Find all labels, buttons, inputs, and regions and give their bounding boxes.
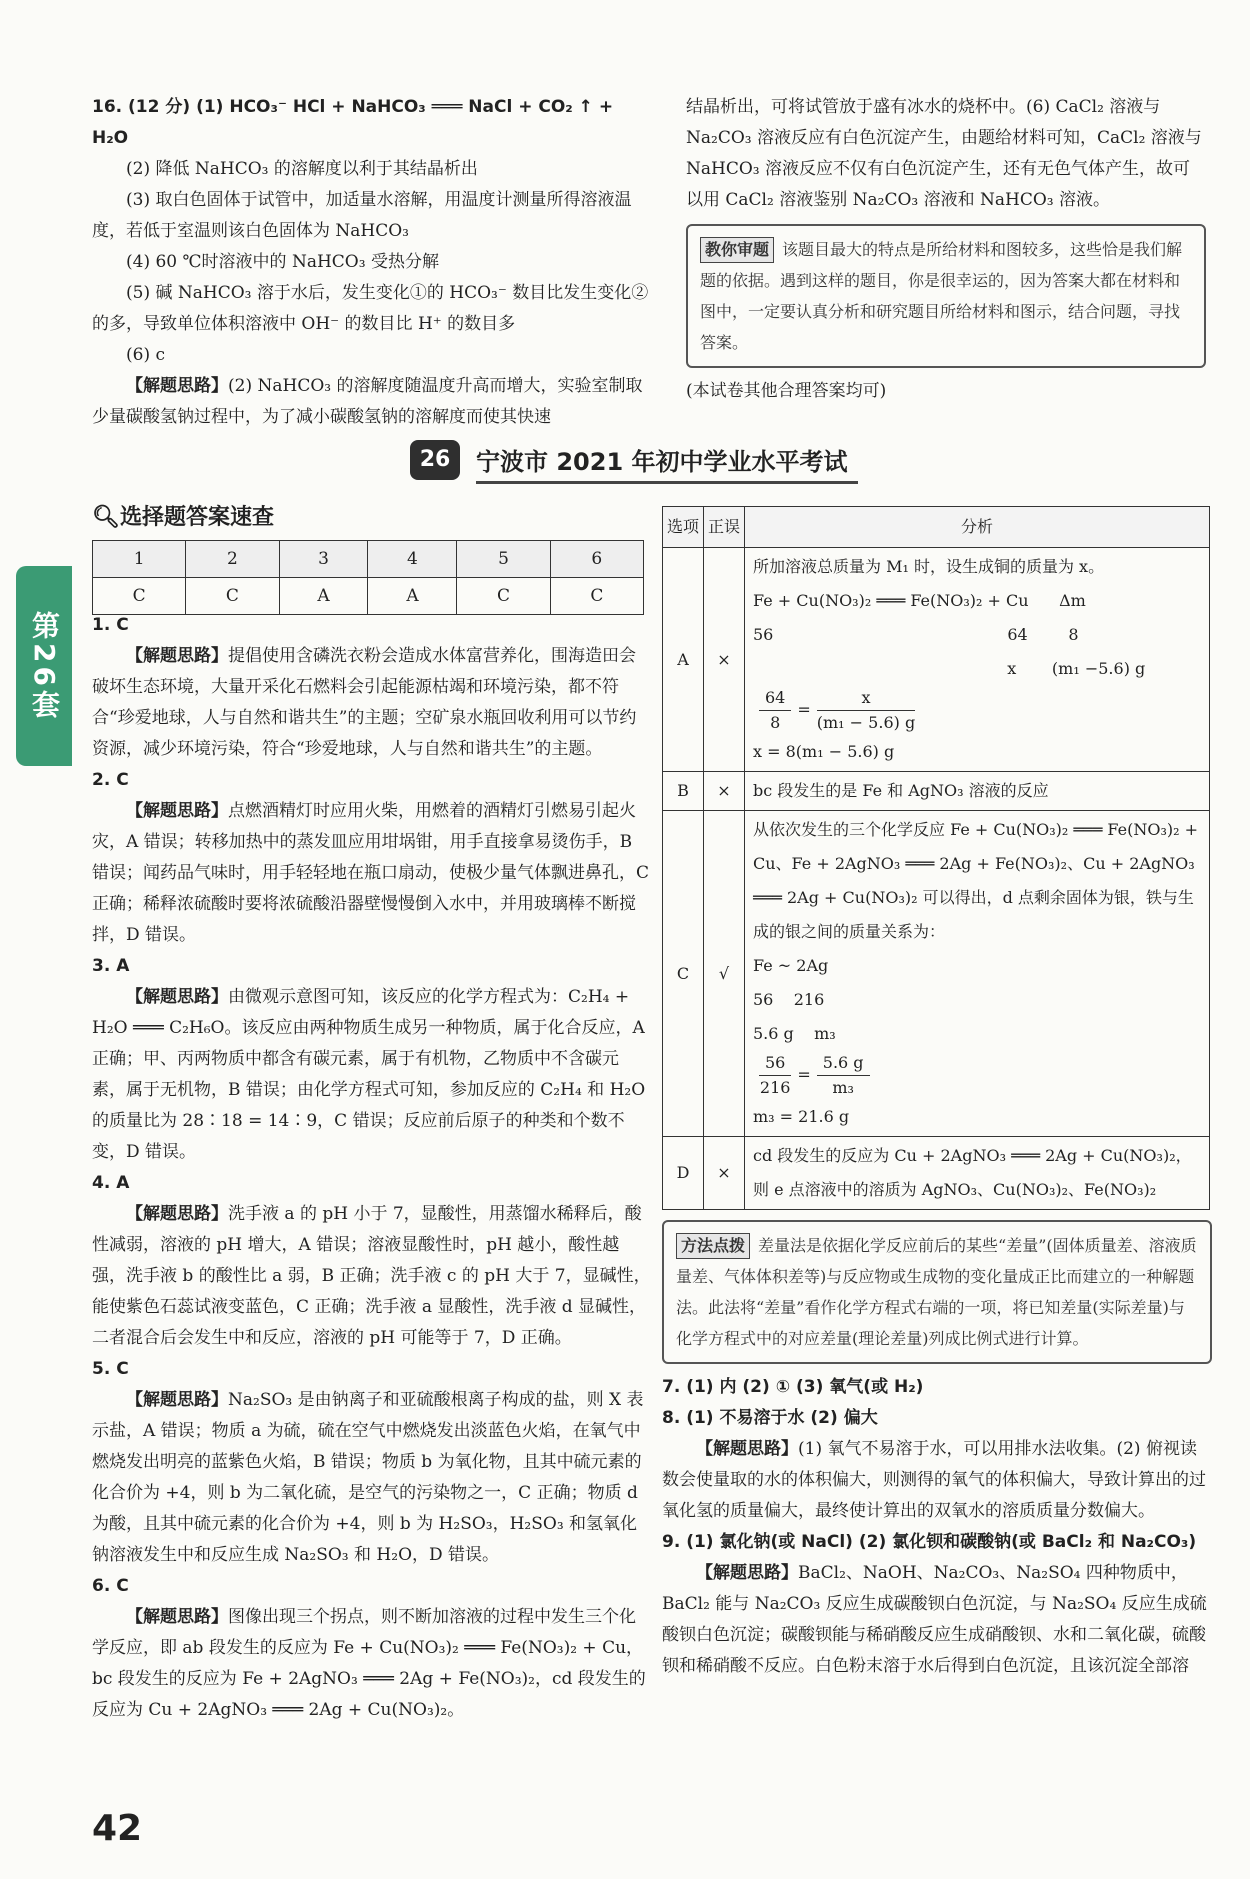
q1-analysis: 【解题思路】提倡使用含磷洗衣粉会造成水体富营养化，围海造田会破坏生态环境，大量开采化石燃料会引起能源枯竭和环境污染，都不符合“珍爱地球，人与自然和谐共生”的主题；空矿泉水瓶回收利用可以节约资源，减少环境污染，符合“珍爱地球，人与自然和谐共生”的主题。 xyxy=(92,646,637,759)
q3-analysis: 【解题思路】由微观示意图可知，该反应的化学方程式为：C₂H₄ + H₂O ═══ C₂H₆O。该反应由两种物质生成另一种物质，属于化合反应，A 正确；甲、丙两物质中都含有碳元素，属于有机物，乙物质中不含碳元素，属于无机物，B 错误；由化学方程式可知，参加反应的 C₂H₄ 和 H₂O 的质量比为 28∶18 = 14∶9，C 错误；反应前后原子的种类和个数不变，D 错误。 xyxy=(92,987,646,1162)
left-answers xyxy=(92,610,652,1726)
q8-analysis: 【解题思路】(1) 氧气不易溶于水，可以用排水法收集。(2) 俯视读数会使量取的水的体积偏大，则测得的氧气的体积偏大，导致计算出的过氧化氢的质量偏大，最终使计算出的双氧水的溶质质量分数偏大。 xyxy=(662,1439,1206,1521)
q16-block xyxy=(92,92,652,433)
q9: 9. (1) 氯化钠(或 NaCl) (2) 氯化钡和碳酸钠(或 BaCl₂ 和 Na₂CO₃) xyxy=(662,1532,1197,1552)
side-tab: 第26套 xyxy=(16,566,72,766)
q8: 8. (1) 不易溶于水 (2) 偏大 xyxy=(662,1408,878,1428)
row-d: D × cd 段发生的反应为 Cu + 2AgNO₃ ═══ 2Ag + Cu(NO₃)₂，则 e 点溶液中的溶质为 AgNO₃、Cu(NO₃)₂、Fe(NO₃)₂ xyxy=(663,1137,1210,1210)
q4-head: 4. A xyxy=(92,1173,130,1193)
teach-text: 该题目最大的特点是所给材料和图较多，这些恰是我们解题的依据。遇到这样的题目，你是很幸运的，因为答案大都在材料和图中，一定要认真分析和研究题目所给材料和图示，结合问题，寻找答案。 xyxy=(700,240,1183,352)
q2-head: 2. C xyxy=(92,770,129,790)
q16-line3: (3) 取白色固体于试管中，加适量水溶解，用温度计测量所得溶液温度，若低于室温则该白色固体为 NaHCO₃ xyxy=(92,190,632,241)
q16-line4: (4) 60 ℃时溶液中的 NaHCO₃ 受热分解 xyxy=(126,252,439,272)
q2-analysis: 【解题思路】点燃酒精灯时应用火柴，用燃着的酒精灯引燃易引起火灾，A 错误；转移加热中的蒸发皿应用坩埚钳，用手直接拿易烫伤手，B 错误；闻药品气味时，用手轻轻地在瓶口扇动，使极少量气体飘进鼻孔，C 正确；稀释浓硫酸时要将浓硫酸沿器壁慢慢倒入水中，并用玻璃棒不断搅拌，D 错误。 xyxy=(92,801,650,945)
analysis-label: 【解题思路】 xyxy=(126,376,228,396)
exam-banner xyxy=(410,440,890,484)
row-a: A × 所加溶液总质量为 M₁ 时，设生成铜的质量为 x。 Fe + Cu(NO₃)₂ ═══ Fe(NO₃)₂ + Cu Δm 56 64 8 x (m₁ −5.6) g $\frac{64}{8}$ = $\frac{x}{\text{(m₁ − 5.6) g}}$ x = 8(m₁ − 5.6) g xyxy=(663,548,1210,772)
row-c: C √ 从依次发生的三个化学反应 Fe + Cu(NO₃)₂ ═══ Fe(NO₃)₂ + Cu、Fe + 2AgNO₃ ═══ 2Ag + Fe(NO₃)₂、Cu + 2AgNO₃ ═══ 2Ag + Cu(NO₃)₂ 可以得出，d 点剩余固体为银，铁与生成的银之间的质量关系为： Fe ~ 2Ag 56 216 5.6 g m₃ $\frac{56}{216}$ = $\frac{5.6 g}{\text{m₃}}$ m₃ = 21.6 g xyxy=(663,811,1210,1137)
q16-line2: (2) 降低 NaHCO₃ 的溶解度以利于其结晶析出 xyxy=(126,159,478,179)
method-box xyxy=(662,1220,1212,1364)
search-icon: 🔍︎ xyxy=(92,505,120,530)
q6-head: 6. C xyxy=(92,1576,129,1596)
fraction-eq-c: $\frac{56}{216}$ = $\frac{5.6 g}{\text{m₃}}$ xyxy=(753,1051,1201,1100)
quick-answer-title: 🔍︎选择题答案速查 xyxy=(92,505,274,530)
q7: 7. (1) 内 (2) ① (3) 氧气(或 H₂) xyxy=(662,1377,924,1397)
q1-head: 1. C xyxy=(92,615,129,635)
analysis-text: (2) NaHCO₃ 的溶解度随温度升高而增大，实验室制取少量碳酸氢钠过程中，为了减小碳酸氢钠的溶解度而使其快速 xyxy=(92,376,643,427)
q16-line1: 16. (12 分) (1) HCO₃⁻ HCl + NaHCO₃ ═══ NaCl + CO₂ ↑ + H₂O xyxy=(92,97,614,148)
answer-num-row: 1 2 3 4 5 6 xyxy=(93,541,644,578)
teach-box xyxy=(686,224,1206,368)
banner-badge: 26 xyxy=(410,440,460,480)
answer-row: C C A A C C xyxy=(93,578,644,615)
row-b: B × bc 段发生的是 Fe 和 AgNO₃ 溶液的反应 xyxy=(663,772,1210,811)
q5-analysis: 【解题思路】Na₂SO₃ 是由钠离子和亚硫酸根离子构成的盐，则 X 表示盐，A 错误；物质 a 为硫，硫在空气中燃烧发出淡蓝色火焰，在氧气中燃烧发出明亮的蓝紫色火焰，B 错误；物质 b 为氧化物，且其中硫元素的化合价为 +4，则 b 为二氧化硫，是空气的污染物之一，C 正确；物质 d 为酸，且其中硫元素的化合价为 +4，则 b 为 H₂SO₃，H₂SO₃ 和氢氧化钠溶液发生中和反应生成 Na₂SO₃ 和 H₂O，D 错误。 xyxy=(92,1390,644,1565)
right-answers xyxy=(662,506,1212,1682)
q16-analysis xyxy=(92,371,652,433)
q3-head: 3. A xyxy=(92,956,130,976)
fraction-eq-a: $\frac{64}{8}$ = $\frac{x}{\text{(m₁ − 5.6) g}}$ xyxy=(753,686,1201,735)
page-number: 42 xyxy=(92,1808,143,1849)
q16-line6: (6) c xyxy=(126,345,166,365)
q5-head: 5. C xyxy=(92,1359,129,1379)
q16-line5: (5) 碱 NaHCO₃ 溶于水后，发生变化①的 HCO₃⁻ 数目比发生变化②的多，导致单位体积溶液中 OH⁻ 的数目比 H⁺ 的数目多 xyxy=(92,283,649,334)
q4-analysis: 【解题思路】洗手液 a 的 pH 小于 7，显酸性，用蒸馏水稀释后，酸性减弱，溶液的 pH 增大，A 错误；溶液显酸性时，pH 越小，酸性越强，洗手液 b 的酸性比 a 弱，B 正确；洗手液 c 的 pH 大于 7，显碱性，能使紫色石蕊试液变蓝色，C 正确；洗手液 a 显酸性，洗手液 d 显碱性，二者混合后会发生中和反应，溶液的 pH 可能等于 7，D 正确。 xyxy=(92,1204,651,1348)
method-label: 方法点拨 xyxy=(676,1233,750,1259)
analysis-header: 选项 正误 分析 xyxy=(663,507,1210,548)
q16-cont-text: 结晶析出，可将试管放于盛有冰水的烧杯中。(6) CaCl₂ 溶液与 Na₂CO₃ 溶液反应有白色沉淀产生，由题给材料可知，CaCl₂ 溶液与 NaHCO₃ 溶液反应不仅有白色沉淀产生，还有无色气体产生，故可以用 CaCl₂ 溶液鉴别 Na₂CO₃ 溶液和 NaHCO₃ 溶液。 xyxy=(686,97,1202,210)
teach-label: 教你审题 xyxy=(700,237,774,263)
q16-note: (本试卷其他合理答案均可) xyxy=(686,381,887,401)
q9-analysis: 【解题思路】BaCl₂、NaOH、Na₂CO₃、Na₂SO₄ 四种物质中，BaCl₂ 能与 Na₂CO₃ 反应生成碳酸钡白色沉淀，与 Na₂SO₄ 反应生成硫酸钡白色沉淀；碳酸钡能与稀硝酸反应生成硝酸钡、水和二氧化碳，硫酸钡和稀硝酸不反应。白色粉末溶于水后得到白色沉淀，且该沉淀全部溶 xyxy=(662,1563,1207,1676)
analysis-table xyxy=(662,506,1210,1210)
method-text: 差量法是依据化学反应前后的某些“差量”(固体质量差、溶液质量差、气体体积差等)与反应物或生成物的变化量成正比而建立的一种解题法。此法将“差量”看作化学方程式右端的一项，将已知差量(实际差量)与化学方程式中的对应差量(理论差量)列成比例式进行计算。 xyxy=(676,1236,1197,1348)
answer-table xyxy=(92,540,644,615)
q6-analysis: 【解题思路】图像出现三个拐点，则不断加溶液的过程中发生三个化学反应，即 ab 段发生的反应为 Fe + Cu(NO₃)₂ ═══ Fe(NO₃)₂ + Cu，bc 段发生的反应为 Fe + 2AgNO₃ ═══ 2Ag + Fe(NO₃)₂，cd 段发生的反应为 Cu + 2AgNO₃ ═══ 2Ag + Cu(NO₃)₂。 xyxy=(92,1607,646,1720)
banner-title: 宁波市 2021 年初中学业水平考试 xyxy=(476,442,858,484)
q16-continued xyxy=(686,92,1206,407)
